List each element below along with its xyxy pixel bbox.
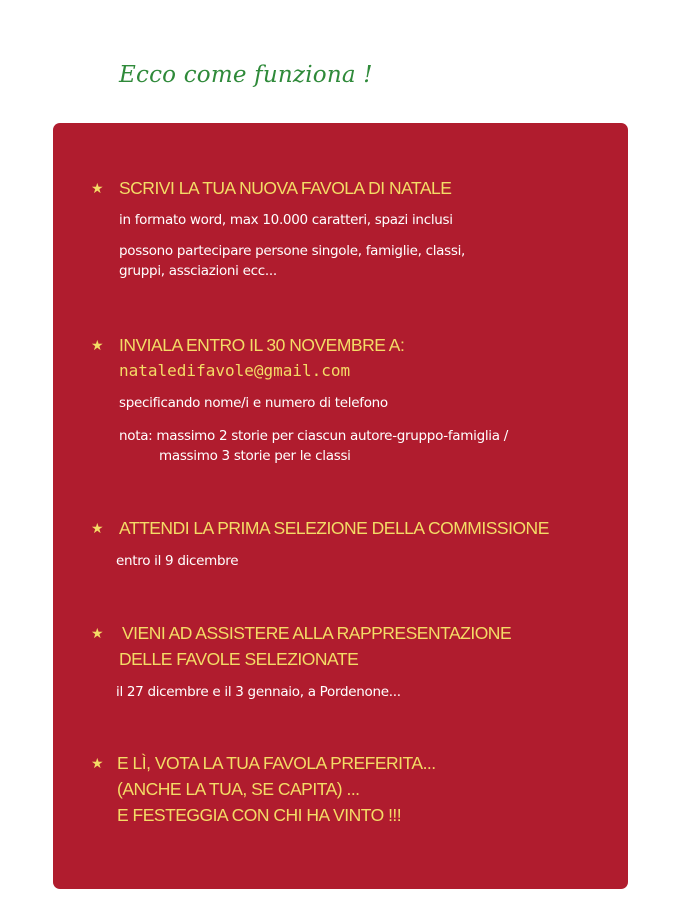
step-2-title: INVIALA ENTRO IL 30 NOVEMBRE A:: [119, 335, 405, 355]
step-4-line-1: il 27 dicembre e il 3 gennaio, a Pordenone...: [116, 684, 401, 700]
page-heading: Ecco come funziona !: [119, 62, 373, 88]
step-5-title-1: E LÌ, VOTA LA TUA FAVOLA PREFERITA...: [117, 753, 436, 773]
step-1-line-2: possono partecipare persone singole, famiglie, classi,: [119, 243, 466, 259]
star-icon: ★: [91, 756, 104, 772]
star-icon: ★: [91, 338, 104, 354]
step-4-title-1: VIENI AD ASSISTERE ALLA RAPPRESENTAZIONE: [122, 623, 512, 643]
step-3-title: ATTENDI LA PRIMA SELEZIONE DELLA COMMISSIONE: [119, 518, 549, 538]
step-1-line-1: in formato word, max 10.000 caratteri, spazi inclusi: [119, 212, 453, 228]
star-icon: ★: [91, 521, 104, 537]
step-2-line-3: massimo 3 storie per le classi: [159, 448, 351, 464]
step-1-line-3: gruppi, assciazioni ecc...: [119, 263, 277, 279]
step-2-line-2: nota: massimo 2 storie per ciascun autore-gruppo-famiglia /: [119, 428, 508, 444]
step-5-title-2: (ANCHE LA TUA, SE CAPITA) ...: [117, 779, 360, 799]
star-icon: ★: [91, 626, 104, 642]
contact-email[interactable]: nataledifavole@gmail.com: [119, 361, 351, 380]
step-1-title: SCRIVI LA TUA NUOVA FAVOLA DI NATALE: [119, 178, 452, 198]
step-5-title-3: E FESTEGGIA CON CHI HA VINTO !!!: [117, 805, 402, 825]
step-4-title-2: DELLE FAVOLE SELEZIONATE: [119, 649, 359, 669]
step-2-line-1: specificando nome/i e numero di telefono: [119, 395, 388, 411]
star-icon: ★: [91, 181, 104, 197]
step-3-line-1: entro il 9 dicembre: [116, 553, 239, 569]
